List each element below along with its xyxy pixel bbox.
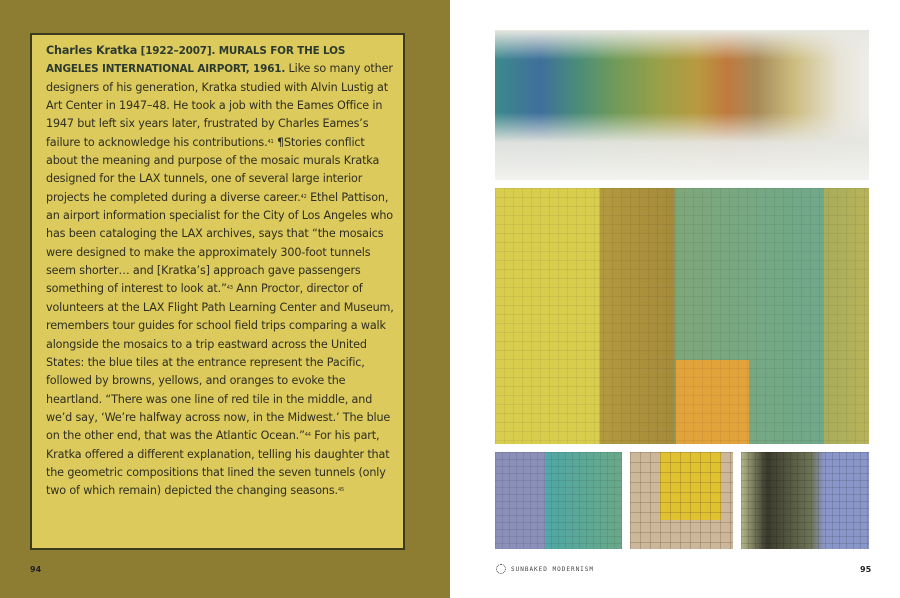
footnote-ref: 44 — [304, 432, 311, 439]
footnote-ref: 42 — [300, 193, 307, 200]
footnote-ref: 41 — [267, 138, 274, 145]
body-text — [46, 42, 398, 501]
tile-grid — [495, 188, 869, 444]
artist-dates: [1922–2007]. — [140, 45, 216, 57]
sun-logo-icon — [496, 564, 506, 574]
running-footer — [496, 564, 594, 574]
page-number-right: 95 — [860, 565, 872, 574]
blue-mosaic-photo — [495, 452, 622, 549]
work-title: MURALS FOR THE LOS ANGELES INTERNATIONAL AIRPORT, 1961. — [46, 45, 346, 76]
text-segment: Ann Proctor, director of volunteers at the LAX Flight Path Learning Center and Museum, remembers tour guides for school field trips comparing a walk alongside the mosaics to a trip eastward across the United States: the blue tiles at the entrance represent the Pacific, followed by browns, yellows, and oranges to evoke the heartland. “There was one line of red tile in the middle, and we’d say, ‘We’re halfway across now, in the Midwest.’ The blue on the other end, that was the Atlantic Ocean.” — [46, 282, 394, 443]
artist-name: Charles Kratka — [46, 44, 138, 57]
dark-mosaic-photo — [741, 452, 869, 549]
running-title: SUNBAKED MODERNISM — [511, 565, 595, 573]
text-box — [30, 33, 405, 550]
text-segment: Ethel Pattison, an airport information specialist for the City of Los Angeles who has been cataloging the LAX archives, says that “the mosaics were designed to make the approximately 300-foot tunnels seem shorter… and [Kratka’s] approach gave passengers something of interest to look at.” — [46, 190, 393, 296]
footnote-ref: 43 — [226, 285, 233, 292]
footnote-ref: 45 — [337, 487, 344, 494]
text-segment: Like so many other designers of his generation, Kratka studied with Alvin Lustig at Art Center in 1947–48. He took a job with the Eames Office in 1947 but left six years later, frustrated by Charles Eames’s failure to acknowledge his contributions. — [46, 62, 393, 149]
text-segment: For his part, Kratka offered a different explanation, telling his daughter that the geometric compositions that lined the seven tunnels (only two of which remain) depicted the changing seasons. — [46, 429, 390, 498]
text-segment: ¶Stories conflict about the meaning and purpose of the mosaic murals Kratka designed for the LAX tunnels, one of several large interior projects he completed during a diverse career. — [46, 135, 380, 204]
tunnel-ceiling — [495, 30, 869, 60]
yellow-mosaic-photo — [630, 452, 733, 549]
page-number-left: 94 — [30, 565, 42, 574]
